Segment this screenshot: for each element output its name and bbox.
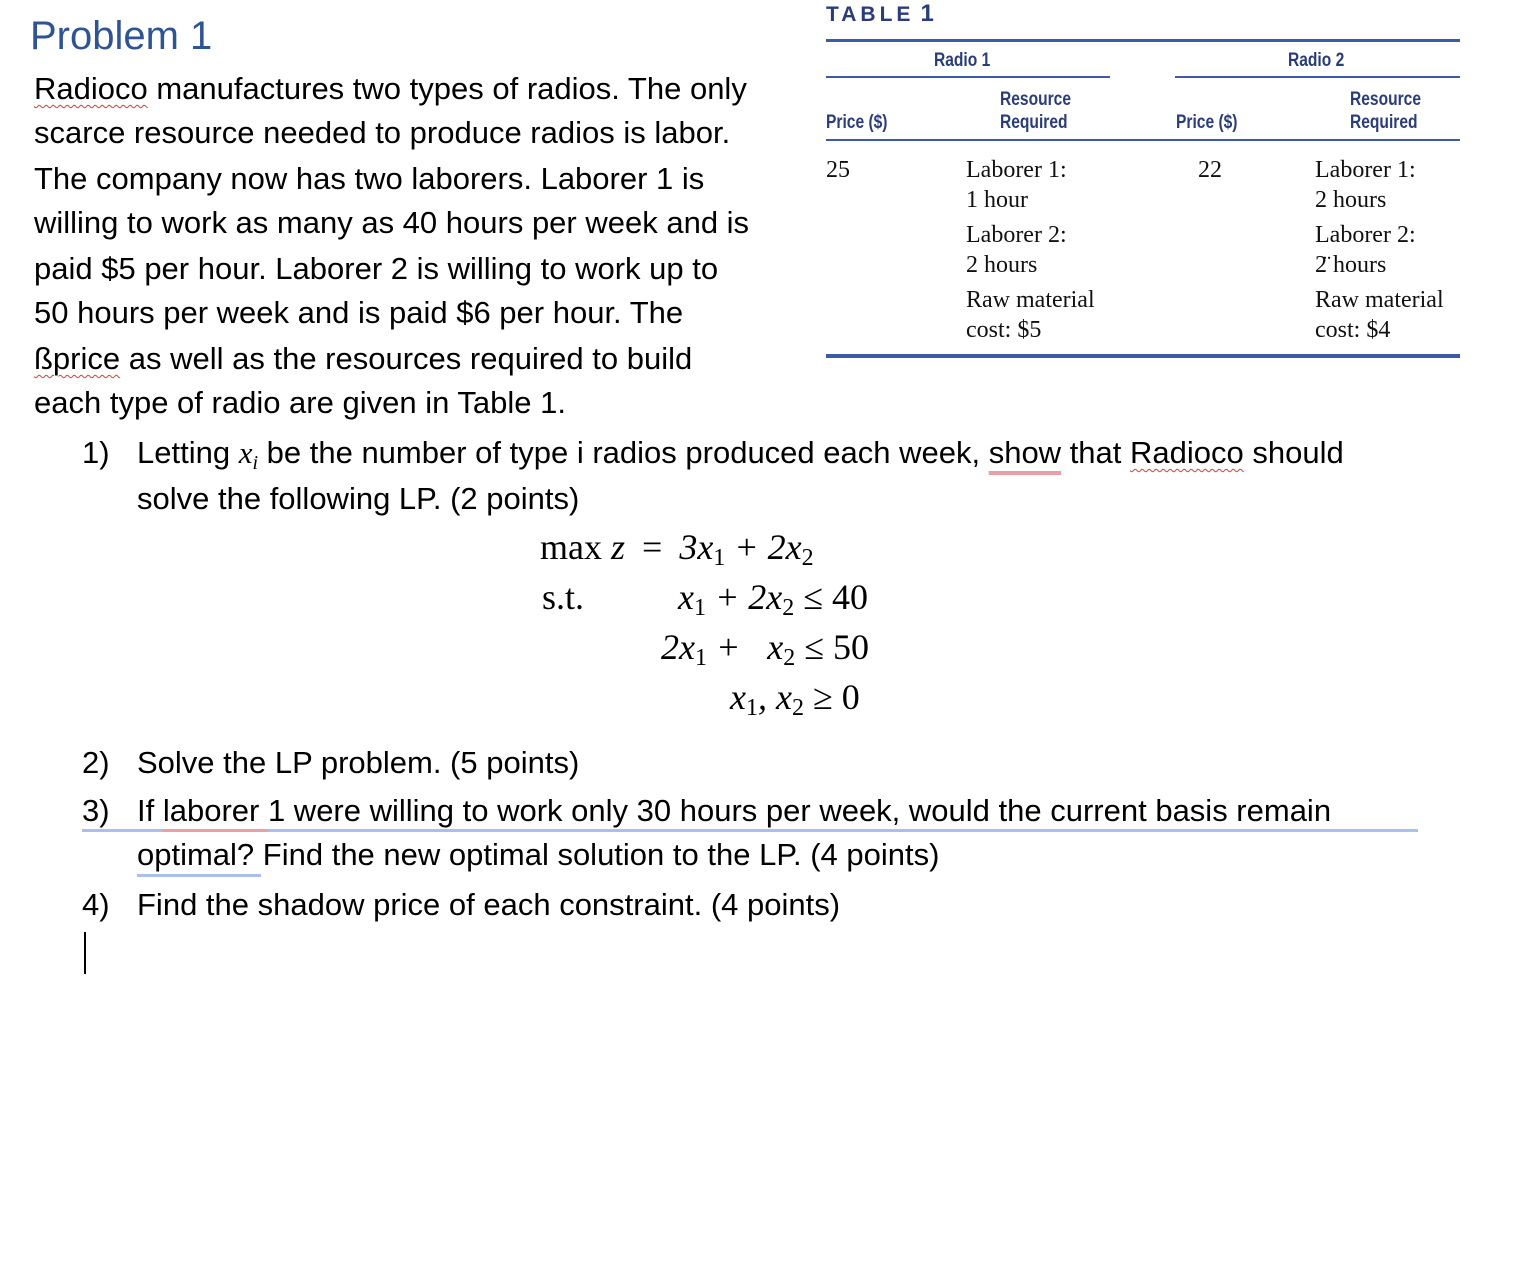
q4-number: 4) bbox=[82, 887, 110, 922]
grammar-underline[interactable] bbox=[82, 829, 1418, 832]
q3-line-2: optimal? Find the new optimal solution to the LP. (4 points) bbox=[137, 837, 940, 872]
radio1-resources: Laborer 1: 1 hour Laborer 2: 2 hours Raw material cost: $5 bbox=[966, 157, 1095, 343]
radio1-price: 25 bbox=[826, 157, 850, 183]
lp-subject-to: s.t. bbox=[542, 577, 585, 617]
paragraph-line-6: 50 hours per week and is paid $6 per hour. The bbox=[34, 295, 684, 330]
q3-line-1: If laborer 1 were willing to work only 30 hours per week, would the current basis remain bbox=[137, 793, 1332, 828]
q1-number: 1) bbox=[82, 435, 110, 470]
radio1-price-header: Price ($) bbox=[826, 112, 888, 133]
grammar-flag[interactable]: show bbox=[988, 435, 1062, 470]
table-top-rule bbox=[826, 39, 1460, 42]
q3-number: 3) bbox=[82, 793, 110, 828]
lp-objective: $\max z = 3x_1 + 2x_2$ bbox=[540, 527, 814, 571]
q2-number: 2) bbox=[82, 745, 110, 780]
misspelled-word[interactable]: Radioco bbox=[1130, 435, 1244, 470]
lp-constraint-1: $x_1 + 2x_2 \le 40$ bbox=[678, 577, 869, 621]
paragraph-line-5: paid $5 per hour. Laborer 2 is willing to work up to bbox=[34, 251, 719, 286]
paragraph-line-1: Radioco manufactures two types of radios. The only bbox=[34, 71, 747, 106]
radio2-resource-header: Resource Required bbox=[1350, 89, 1422, 133]
lp-nonnegativity: $x_1$, $x_2 \ge 0$ bbox=[730, 677, 860, 721]
misspelled-word[interactable]: ßprice bbox=[34, 341, 121, 376]
radio1-header-rule bbox=[826, 76, 1110, 78]
paragraph-line-4: willing to work as many as 40 hours per week and is bbox=[34, 205, 750, 240]
table-caption: TABLE 1 bbox=[826, 0, 934, 27]
text-cursor[interactable] bbox=[84, 932, 86, 974]
radio2-header-rule bbox=[1175, 76, 1460, 78]
table-header-rule bbox=[826, 139, 1460, 141]
radio1-header: Radio 1 bbox=[934, 50, 991, 71]
problem-heading: Problem 1 bbox=[30, 14, 213, 58]
q1-line-1: Letting $x_i$ be the number of type i radios produced each week, show that Radioco should bbox=[137, 435, 1344, 474]
table-bottom-rule bbox=[826, 354, 1460, 358]
q4-text: Find the shadow price of each constraint. (4 points) bbox=[137, 887, 841, 922]
radio2-header: Radio 2 bbox=[1288, 50, 1345, 71]
lp-constraint-2: $2x_1 + x_2 \le 50$ bbox=[661, 627, 870, 671]
radio1-resource-header: Resource Required bbox=[1000, 89, 1072, 133]
paragraph-line-2: scarce resource needed to produce radios is labor. bbox=[34, 115, 731, 150]
q2-text: Solve the LP problem. (5 points) bbox=[137, 745, 580, 780]
q1-line-2: solve the following LP. (2 points) bbox=[137, 481, 580, 516]
spelling-underline[interactable] bbox=[162, 829, 268, 832]
radio2-price-header: Price ($) bbox=[1176, 112, 1238, 133]
misspelled-word[interactable]: Radioco bbox=[34, 71, 148, 106]
radio2-resources: Laborer 1: 2 hours Laborer 2: 2̈ hours Raw material cost: $4 bbox=[1315, 157, 1444, 343]
paragraph-line-7: ßprice as well as the resources required to build bbox=[34, 341, 693, 376]
radio2-price: 22 bbox=[1198, 157, 1222, 183]
paragraph-line-3: The company now has two laborers. Laborer 1 is bbox=[34, 161, 705, 196]
grammar-underline[interactable] bbox=[137, 874, 261, 877]
paragraph-line-8: each type of radio are given in Table 1. bbox=[34, 385, 566, 420]
